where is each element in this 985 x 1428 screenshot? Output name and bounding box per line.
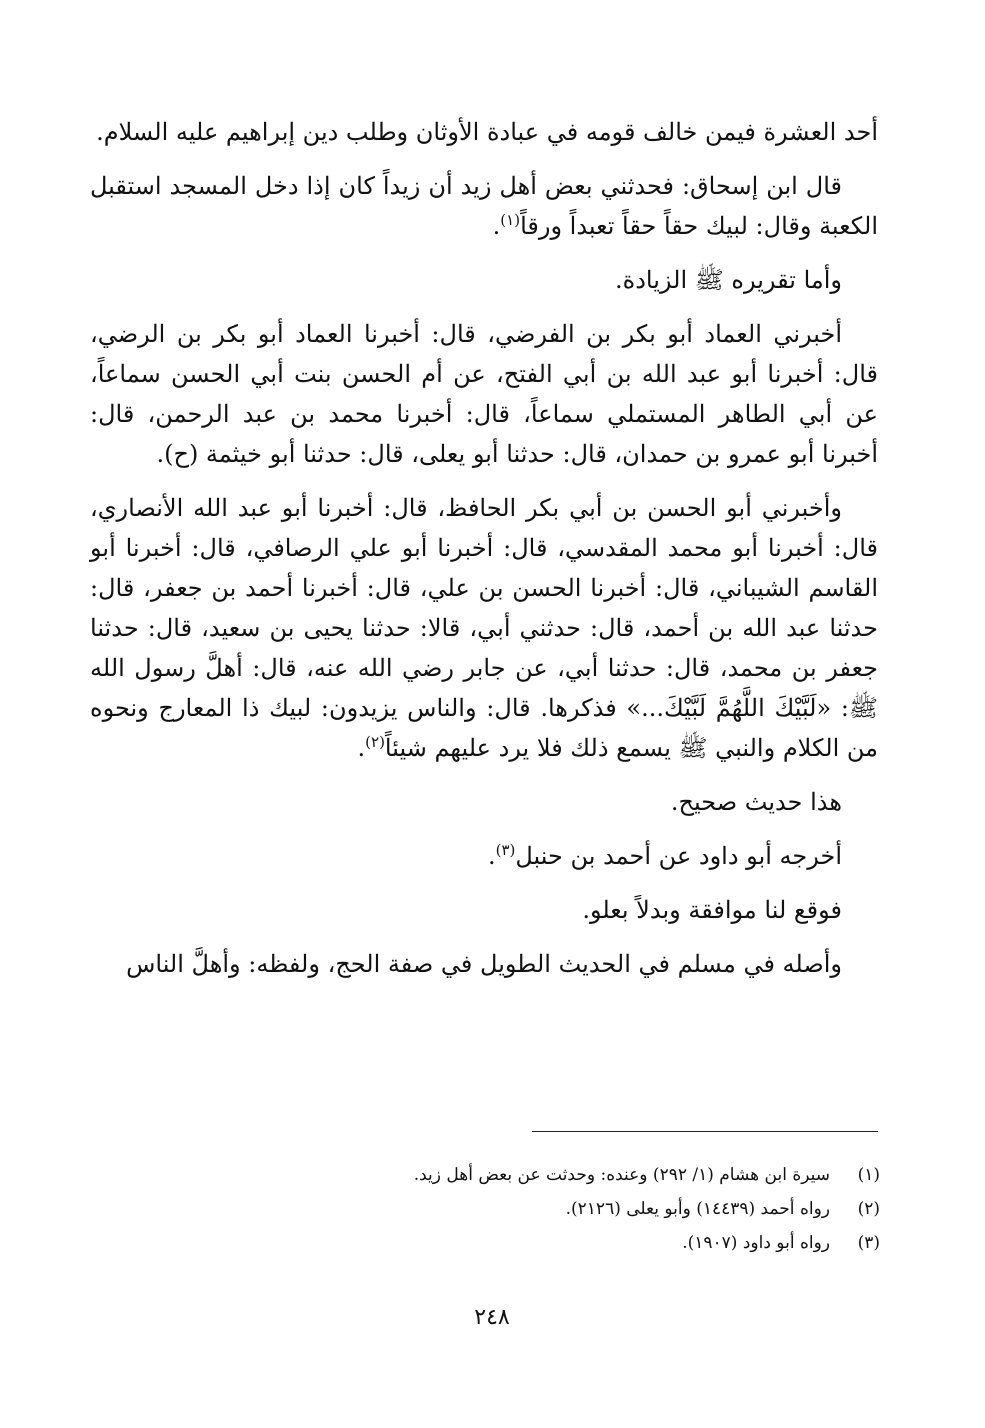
footnote xyxy=(200,1226,880,1260)
paragraph xyxy=(90,890,878,930)
paragraph-text: وأما تقريره ﷺ الزيادة. xyxy=(615,266,842,294)
paragraph-end: . xyxy=(487,842,496,870)
paragraph-text: أخبرني العماد أبو بكر بن الفرضي، قال: أخبرنا العماد أبو بكر بن الرضي، قال: أخبرنا أبو عبد الله بن أبي الفتح، عن أم الحسن بنت أبي الحسن سماعاً، عن أبي الطاهر المستملي سماعاً، قال: أخبرنا محمد بن عبد الرحمن، قال: أخبرنا أبو عمرو بن حمدان، قال: حدثنا أبو يعلى، قال: حدثنا أبو خيثمة (ح). xyxy=(90,320,878,468)
paragraph-text: وأخبرني أبو الحسن بن أبي بكر الحافظ، قال: أخبرنا أبو عبد الله الأنصاري، قال: أخبرنا أبو محمد المقدسي، قال: أخبرنا أبو علي الرصافي، قال: أخبرنا أبو القاسم الشيباني، قال: أخبرنا الحسن بن علي، قال: أخبرنا أحمد بن جعفر، قال: حدثنا عبد الله بن أحمد، قال: حدثني أبي، قالا: حدثنا يحيى بن سعيد، قال: حدثنا جعفر بن محمد، قال: حدثنا أبي، عن جابر رضي الله عنه، قال: أهلَّ رسول الله ﷺ: «لَبَّيْكَ اللَّهُمَّ لَبَّيْكَ...» فذكرها. قال: والناس يزيدون: لبيك ذا المعارج ونحوه من الكلام والنبي ﷺ يسمع ذلك فلا يرد عليهم شيئاً xyxy=(90,494,878,762)
paragraph-text: وأصله في مسلم في الحديث الطويل في صفة الحج، ولفظه: وأهلَّ الناس xyxy=(126,950,842,978)
footnote-reference[interactable]: (٢) xyxy=(365,733,385,751)
footnote-reference[interactable]: (٣) xyxy=(495,841,516,859)
footnote-text: رواه أبو داود (١٩٠٧). xyxy=(682,1233,830,1253)
paragraph xyxy=(90,314,878,474)
paragraph-text: أخرجه أبو داود عن أحمد بن حنبل xyxy=(515,842,842,870)
paragraph-end: . xyxy=(492,212,501,240)
paragraph xyxy=(90,488,878,768)
footnote-text: سيرة ابن هشام (١/ ٢٩٢) وعنده: وحدثت عن بعض أهل زيد. xyxy=(413,1165,830,1185)
main-text xyxy=(90,112,878,998)
footnote-number: (١) xyxy=(857,1165,880,1185)
paragraph-end: . xyxy=(357,734,366,762)
paragraph xyxy=(90,166,878,246)
footnotes xyxy=(200,1158,880,1260)
footnote xyxy=(200,1158,880,1192)
paragraph xyxy=(90,836,878,876)
page-number: ٢٤٨ xyxy=(474,1305,510,1330)
paragraph xyxy=(90,112,878,152)
paragraph-text: أحد العشرة فيمن خالف قومه في عبادة الأوثان وطلب دين إبراهيم عليه السلام. xyxy=(96,118,878,146)
footnote-number: (٣) xyxy=(857,1233,880,1253)
footnote xyxy=(200,1192,880,1226)
paragraph xyxy=(90,944,878,984)
paragraph xyxy=(90,260,878,300)
paragraph-text: فوقع لنا موافقة وبدلاً بعلو. xyxy=(582,896,842,924)
footnote-divider xyxy=(532,1131,878,1132)
footnote-number: (٢) xyxy=(857,1199,880,1219)
paragraph-text: هذا حديث صحيح. xyxy=(670,788,842,816)
paragraph xyxy=(90,782,878,822)
footnote-reference[interactable]: (١) xyxy=(500,211,521,229)
paragraph-text: قال ابن إسحاق: فحدثني بعض أهل زيد أن زيداً كان إذا دخل المسجد استقبل الكعبة وقال: لبيك حقاً حقاً تعبداً ورقاً xyxy=(90,172,878,240)
footnote-text: رواه أحمد (١٤٤٣٩) وأبو يعلى (٢١٢٦). xyxy=(565,1199,830,1219)
